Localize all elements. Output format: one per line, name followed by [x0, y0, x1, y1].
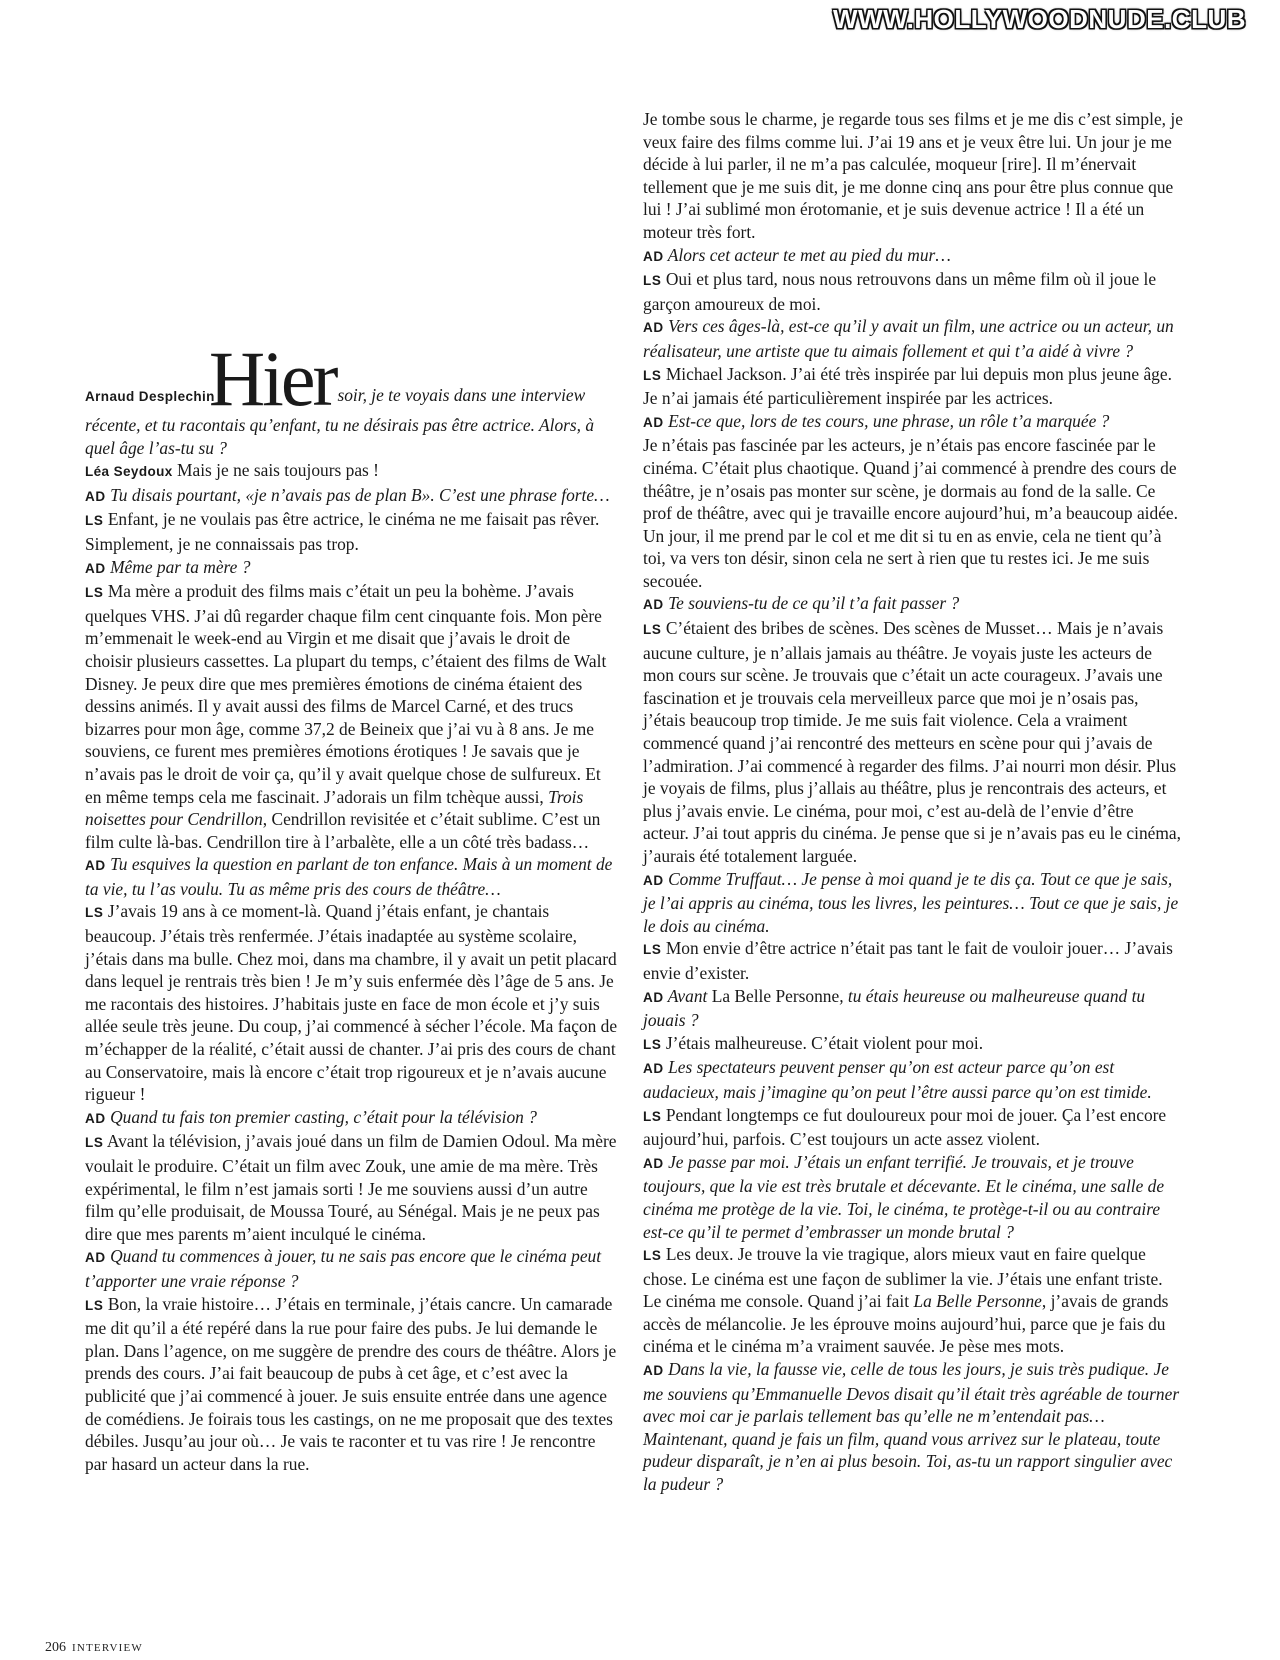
speaker-label: AD	[85, 858, 106, 874]
speaker-label: LS	[85, 905, 104, 921]
paragraph-text: Michael Jackson. J’ai été très inspirée par lui depuis mon plus jeune âge. Je n’ai jamais été particulièrement inspirée par les actrices.	[643, 363, 1172, 409]
film-title: La Belle Personne	[711, 985, 840, 1006]
interview-answer	[85, 580, 620, 853]
speaker-label: AD	[643, 320, 664, 336]
paragraph-text: Dans la vie, la fausse vie, celle de tous les jours, je suis très pudique. Je me souviens qu’Emmanuelle Devos disait qu’il était très agréable de tourner avec moi car je parlais tellement bas qu’elle ne m’entendait pas… Maintenant, quand je fais un film, quand vous arrivez sur le plateau, toute pudeur disparaît, je n’en ai plus besoin. Toi, as-tu un rapport singulier avec la pudeur ?	[643, 1359, 1180, 1495]
speaker-label: AD	[643, 597, 664, 613]
speaker-label: LS	[643, 273, 662, 289]
paragraph-text: Je passe par moi. J’étais un enfant terrifié. Je trouvais, et je trouve toujours, que la vie est très brutale et décevante. Et le cinéma, une salle de cinéma me protège de la vie. Toi, le cinéma, te protège-t-il ou au contraire est-ce qu’il te permet d’embrasser un monde brutal ?	[643, 1151, 1165, 1242]
interview-question	[643, 244, 1183, 269]
paragraph-text: Ma mère a produit des films mais c’était un peu la bohème. J’avais quelques VHS. J’ai dû regarder chaque film cent cinquante fois. Mon père m’emmenait le week-end au Virgin et me disait que j’avais le droit de choisir plusieurs cassettes. La plupart du temps, c’étaient des films de Walt Disney. Je peux dire que mes premières émotions de cinéma étaient des dessins animés. Il y avait aussi des films de Marcel Carné, et des trucs bizarres pour mon âge, comme 37,2 de Beineix que j’ai vu à 8 ans. Je me souviens, ce furent mes premières émotions érotiques ! Je savais que je n’avais pas le droit de voir ça, qu’il y avait quelque chose de sulfureux. Et en même temps cela me fascinait. J’adorais un film tchèque aussi,	[85, 581, 607, 807]
opening-question-line1: soir, je te voyais dans	[337, 385, 487, 405]
interview-answer	[643, 268, 1183, 315]
interview-question	[643, 410, 1183, 435]
speaker-label: AD	[643, 414, 664, 430]
paragraph-text: Les deux. Je trouve la vie tragique, alors mieux vaut en faire quelque chose. Le cinéma est une façon de sublimer la vie. J’étais une enfant triste. Le cinéma me console. Quand j’ai fait	[643, 1244, 1163, 1312]
paragraph-text: C’étaient des bribes de scènes. Des scènes de Musset… Mais je n’avais aucune culture, je n’allais jamais au théâtre. Je voyais juste les acteurs de mon cours sur scène. Je trouvais que c’était un acte courageux. J’avais une fascination et je trouvais cela merveilleux parce que moi je n’osais pas, j’étais beaucoup trop timide. Je me suis fait violence. Cela a vraiment commencé quand j’ai rencontré des metteurs en scène pour qui j’avais de l’admiration. J’ai commencé à regarder des films. J’ai nourri mon désir. Plus je voyais de films, plus j’allais au théâtre, plus je rencontrais des acteurs, et plus j’avais envie. Le cinéma, pour moi, c’est au-delà de l’envie d’être acteur. J’ai tout appris du cinéma. Je pense que si je n’avais pas eu le cinéma, j’aurais été totalement larguée.	[643, 618, 1181, 866]
speaker-label: LS	[85, 585, 104, 601]
paragraph-text: Bon, la vraie histoire… J’étais en terminale, j’étais cancre. Un camarade me dit qu’il a été repéré dans la rue pour faire des pubs. Je lui demande le plan. Dans l’agence, on me suggère de prendre des cours de théâtre. Alors je prends des cours. J’ai fait beaucoup de pubs à cet âge, et c’est avec la publicité que j’ai commencé à jouer. Je suis ensuite entrée dans une agence de comédiens. Je foirais tous les castings, on ne me proposait que des textes débiles. Jusqu’au jour où… Je vais te raconter et tu vas rire ! Je rencontre par hasard un acteur dans la rue.	[85, 1293, 617, 1474]
interview-question	[643, 592, 1183, 617]
film-title: Trois noisettes pour Cendrillon	[85, 786, 584, 830]
interviewer-name: Arnaud Desplechin	[85, 389, 215, 404]
interview-answer	[643, 1032, 1183, 1057]
paragraph-text: Les spectateurs peuvent penser qu’on est acteur parce qu’on est audacieux, mais j’imagine qu’on peut l’être aussi parce qu’on est timide.	[643, 1057, 1152, 1102]
interview-answer	[85, 508, 620, 555]
interview-question	[643, 1151, 1183, 1243]
interview-question	[85, 853, 620, 900]
interview-question	[85, 484, 620, 509]
interview-answer	[643, 1243, 1183, 1358]
paragraph-text-continued: , Cendrillon revisitée et c’était sublime. C’est un film culte là-bas. Cendrillon tire à l’arbalète, elle a un côté très badass…	[85, 809, 601, 852]
right-paragraphs	[643, 108, 1183, 1496]
speaker-label: AD	[643, 872, 664, 888]
page-footer	[45, 1640, 143, 1656]
opening-drop-word: Hier	[208, 335, 336, 422]
interview-question	[643, 1358, 1183, 1496]
speaker-label: Léa Seydoux	[85, 464, 173, 480]
speaker-label: LS	[643, 1248, 662, 1264]
paragraph-text: J’avais 19 ans à ce moment-là. Quand j’étais enfant, je chantais beaucoup. J’étais très renfermée. J’étais inadaptée au système scolaire, j’étais dans ma bulle. Chez moi, dans ma chambre, il y avait un petit placard dans lequel je rentrais très bien ! Je m’y suis enfermée dès l’âge de 5 ans. Je me racontais des histoires. J’habitais juste en face de mon école et j’y suis allée seule très jeune. Du coup, j’ai commencé à sécher l’école. Ma façon de m’échapper de la réalité, c’était aussi de chanter. J’ai pris des cours de chant au Conservatoire, mais là encore c’était trop rigoureux et je n’avais aucune rigueur !	[85, 901, 618, 1105]
interview-question	[643, 315, 1183, 362]
paragraph-text: Tu esquives la question en parlant de ton enfance. Mais à un moment de ta vie, tu l’as voulu. Tu as même pris des cours de théâtre…	[85, 854, 613, 899]
speaker-label: AD	[85, 560, 106, 576]
left-column	[85, 335, 620, 1475]
interview-question	[85, 1106, 620, 1131]
speaker-label: LS	[85, 513, 104, 529]
interview-question	[85, 1245, 620, 1292]
speaker-label: AD	[643, 1363, 664, 1379]
speaker-label: LS	[643, 1036, 662, 1052]
speaker-label: AD	[643, 248, 664, 264]
interview-answer	[85, 1293, 620, 1476]
paragraph-text-continued: , j’avais de grands accès de mélancolie. Je les éprouve moins aujourd’hui, parce que je fais du cinéma et le cinéma m’a vraiment sauvée. Je pèse mes mots.	[643, 1291, 1169, 1357]
speaker-label: LS	[85, 1135, 104, 1151]
page-number: 206	[45, 1640, 66, 1655]
paragraph-text: Quand tu commences à jouer, tu ne sais pas encore que le cinéma peut t’apporter une vraie réponse ?	[85, 1246, 602, 1291]
interview-answer	[643, 108, 1183, 244]
speaker-label: AD	[643, 1061, 664, 1077]
interview-answer	[643, 1104, 1183, 1151]
speaker-label: AD	[643, 989, 664, 1005]
interview-answer	[643, 617, 1183, 868]
speaker-label: AD	[643, 1155, 664, 1171]
speaker-label: LS	[643, 1108, 662, 1124]
paragraph-text: Avant la télévision, j’avais joué dans un film de Damien Odoul. Ma mère voulait le produire. C’était un film avec Zouk, une amie de ma mère. Très expérimental, le film n’est jamais sorti ! Je me souviens aussi d’un autre film qu’elle produisait, de Moussa Touré, au Sénégal. Mais je ne peux pas dire que mes parents m’aient inculqué le cinéma.	[85, 1131, 617, 1244]
paragraph-text: Je tombe sous le charme, je regarde tous ses films et je me dis c’est simple, je veux faire des films comme lui. J’ai 19 ans et je veux être lui. Un jour je me décide à lui parler, il ne m’a pas calculée, moqueur [rire]. Il m’énervait tellement que je me suis dit, je me donne cinq ans pour être plus connue que lui ! J’ai sublimé mon érotomanie, et je suis devenue actrice ! Il a été un moteur très fort.	[643, 109, 1183, 242]
magazine-name: INTERVIEW	[72, 1642, 144, 1654]
opening-question-rest: une interview récente, et tu racontais qu’enfant, tu ne désirais pas être actrice. Alors, à quel âge l’as-tu su ?	[85, 385, 595, 458]
interview-answer	[85, 900, 620, 1105]
paragraph-text: Alors cet acteur te met au pied du mur…	[667, 244, 951, 265]
paragraph-text: Avant	[667, 985, 708, 1006]
speaker-label: AD	[85, 1250, 106, 1266]
paragraph-text: Mon envie d’être actrice n’était pas tant le fait de vouloir jouer… J’avais envie d’exister.	[643, 938, 1173, 983]
speaker-label: LS	[643, 367, 662, 383]
interview-question	[643, 985, 1183, 1032]
paragraph-text: Mais je ne sais toujours pas !	[177, 460, 379, 481]
opening-question	[85, 335, 620, 459]
paragraph-text: Comme Truffaut… Je pense à moi quand je te dis ça. Tout ce que je sais, je l’ai appris au cinéma, tous les livres, les peintures… Tout ce que je sais, je le dois au cinéma.	[643, 868, 1179, 936]
interview-question	[643, 1056, 1183, 1103]
film-title: La Belle Personne	[913, 1291, 1042, 1312]
paragraph-text: Enfant, je ne voulais pas être actrice, le cinéma ne me faisait pas rêver. Simplement, je ne connaissais pas trop.	[85, 509, 600, 554]
paragraph-text: Est-ce que, lors de tes cours, une phrase, un rôle t’a marquée ?	[668, 410, 1110, 431]
interview-answer	[85, 459, 620, 484]
left-paragraphs	[85, 459, 620, 1475]
paragraph-text: Oui et plus tard, nous nous retrouvons dans un même film où il joue le garçon amoureux de moi.	[643, 269, 1157, 314]
paragraph-text: J’étais malheureuse. C’était violent pour moi.	[665, 1032, 984, 1053]
interview-question	[85, 556, 620, 581]
paragraph-text-continued: , tu étais heureuse ou malheureuse quand tu jouais ?	[643, 985, 1146, 1031]
speaker-label: LS	[85, 1297, 104, 1313]
paragraph-text: Tu disais pourtant, «je n’avais pas de plan B». C’est une phrase forte…	[110, 484, 610, 505]
paragraph-text: Même par ta mère ?	[110, 556, 251, 577]
speaker-label: LS	[643, 942, 662, 958]
speaker-label: AD	[85, 1110, 106, 1126]
paragraph-text: Quand tu fais ton premier casting, c’était pour la télévision ?	[110, 1106, 537, 1127]
interview-question	[643, 868, 1183, 938]
paragraph-text: Vers ces âges-là, est-ce qu’il y avait un film, une actrice ou un acteur, un réalisateur, une artiste que tu aimais follement et qui t’a aidé à vivre ?	[643, 316, 1174, 361]
paragraph-text: Te souviens-tu de ce qu’il t’a fait passer ?	[668, 593, 960, 614]
paragraph-text: Pendant longtemps ce fut douloureux pour moi de jouer. Ça l’est encore aujourd’hui, parfois. C’est toujours un acte assez violent.	[643, 1104, 1167, 1150]
interview-answer	[643, 363, 1183, 410]
right-column	[643, 108, 1183, 1496]
interview-answer	[643, 434, 1183, 592]
interview-answer	[85, 1130, 620, 1245]
speaker-label: AD	[85, 488, 106, 504]
paragraph-text: Je n’étais pas fascinée par les acteurs, je n’étais pas encore fascinée par le cinéma. C’était plus chaotique. Quand j’ai commencé à prendre des cours de théâtre, je n’osais pas monter sur scène, je dormais au fond de la salle. Ce prof de théâtre, avec qui je travaille encore aujourd’hui, m’a beaucoup aidée. Un jour, il me prend par le col et me dit si tu en as envie, cela ne tient qu’à toi, va vers ton désir, sinon cela ne sert à rien que tu restes ici. Je me suis secouée.	[643, 435, 1178, 591]
speaker-label: LS	[643, 622, 662, 638]
watermark: WWW.HOLLYWOODNUDE.CLUB	[833, 4, 1246, 34]
interview-answer	[643, 937, 1183, 984]
